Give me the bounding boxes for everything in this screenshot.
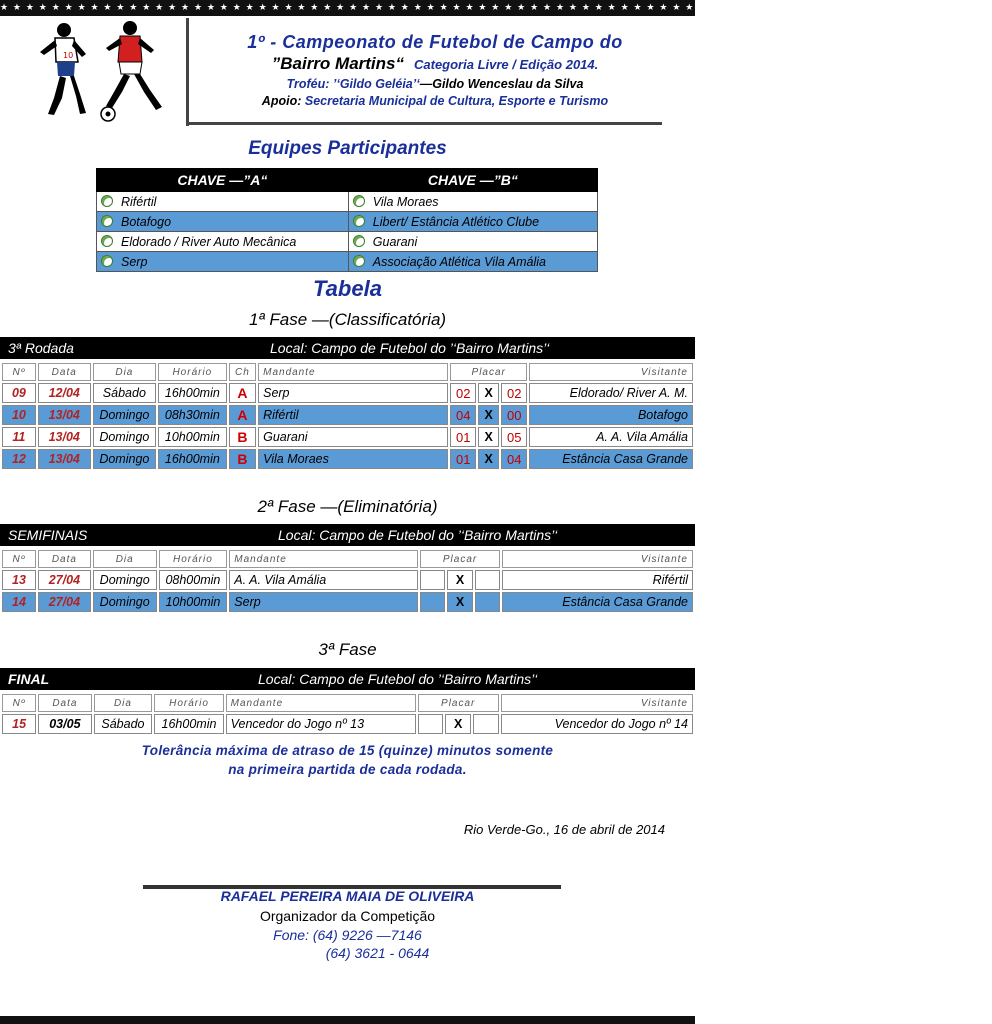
game-date: 13/04 <box>38 427 91 447</box>
organizer-phone1: Fone: (64) 9226 —7146 <box>273 927 422 943</box>
game-group: A <box>229 383 256 403</box>
phase1-title: 1ª Fase —(Classificatória) <box>248 310 447 329</box>
team-cell <box>97 192 349 212</box>
round3-location: Local: Campo de Futebol do ’‘Bairro Martins’‘ <box>270 340 550 356</box>
game-day: Domingo <box>93 427 156 447</box>
team-cell <box>97 212 349 232</box>
trophy-label: Troféu: <box>286 77 330 91</box>
star-border-top: ★ ★ ★ ★ ★ ★ ★ ★ ★ ★ ★ ★ ★ ★ ★ ★ ★ ★ ★ ★ ★ ★ ★ ★ ★ ★ ★ ★ ★ ★ ★ ★ ★ ★ ★ ★ ★ ★ ★ ★ ★ ★ ★ ★ ★ ★ ★ ★ ★ ★ ★ ★ ★ ★ ★ ★ ★ ★ ★ ★ ★ ★ ★ ★ ★ ★ ★ ★ ★ ★ ★ ★ ★ ★ ★ ★ ★ <box>0 0 695 16</box>
game-time: 10h00min <box>159 592 228 612</box>
game-row <box>2 592 693 612</box>
final-bar <box>0 668 695 690</box>
team-cell <box>348 252 597 272</box>
game-date: 27/04 <box>38 570 91 590</box>
support-label: Apoio: <box>261 94 302 108</box>
soccer-ball-icon <box>353 255 365 267</box>
group-b-header: CHAVE —”B“ <box>348 169 597 192</box>
team-name: Libert/ Estância Atlético Clube <box>372 214 540 229</box>
organizer-phone2: (64) 3621 - 0644 <box>325 945 430 961</box>
game-time: 08h00min <box>159 570 228 590</box>
game-date: 13/04 <box>38 405 91 425</box>
soccer-ball-icon <box>353 215 365 227</box>
semifinals-table <box>0 548 695 614</box>
semifinals-label: SEMIFINAIS <box>8 527 88 543</box>
col-away: Visitante <box>502 550 693 568</box>
game-score-away: 00 <box>501 405 527 425</box>
game-score-away <box>475 592 500 612</box>
team-row <box>97 192 598 212</box>
game-day: Domingo <box>93 570 157 590</box>
support-line <box>190 94 680 108</box>
tolerance-line2: na primeira partida de cada rodada. <box>228 762 467 777</box>
game-group: B <box>229 449 256 469</box>
team-row <box>97 212 598 232</box>
game-num: 09 <box>2 383 36 403</box>
col-num: Nº <box>2 363 36 381</box>
col-day: Dia <box>94 694 153 712</box>
tolerance-note <box>0 741 695 779</box>
game-home: Rifértil <box>258 405 448 425</box>
title-line1: 1º - Campeonato de Futebol de Campo do <box>247 32 623 52</box>
col-score: Placar <box>450 363 527 381</box>
game-group: B <box>229 427 256 447</box>
final-table <box>0 692 695 736</box>
game-row <box>2 427 693 447</box>
game-score-away: 05 <box>501 427 527 447</box>
game-num: 13 <box>2 570 36 590</box>
tolerance-line1: Tolerância máxima de atraso de 15 (quinze) minutos somente <box>141 743 554 758</box>
game-score-home <box>420 592 445 612</box>
game-away: Eldorado/ River A. M. <box>529 383 693 403</box>
game-home: Serp <box>258 383 448 403</box>
soccer-players-logo <box>22 18 182 124</box>
title-line2 <box>190 54 680 74</box>
col-time: Horário <box>158 363 227 381</box>
game-num: 11 <box>2 427 36 447</box>
game-home: A. A. Vila Amália <box>229 570 418 590</box>
header <box>0 16 695 128</box>
game-num: 14 <box>2 592 36 612</box>
semifinals-bar <box>0 524 695 546</box>
game-row <box>2 383 693 403</box>
round3-label: 3ª Rodada <box>8 340 74 356</box>
game-home: Guarani <box>258 427 448 447</box>
game-time: 16h00min <box>154 714 223 734</box>
game-row <box>2 405 693 425</box>
final-location: Local: Campo de Futebol do ’‘Bairro Martins’‘ <box>258 671 538 687</box>
place-date: Rio Verde-Go., 16 de abril de 2014 <box>463 822 665 837</box>
game-score-home: 01 <box>450 449 476 469</box>
game-x: X <box>478 405 499 425</box>
game-score-away <box>475 570 500 590</box>
game-x: X <box>447 592 472 612</box>
game-score-home: 04 <box>450 405 476 425</box>
team-name: Guarani <box>372 234 418 249</box>
col-time: Horário <box>159 550 228 568</box>
col-away: Visitante <box>501 694 693 712</box>
round3-bar <box>0 337 695 359</box>
trophy-full-name: —Gildo Wenceslau da Silva <box>419 77 584 91</box>
game-num: 10 <box>2 405 36 425</box>
soccer-ball-icon <box>101 195 113 207</box>
col-num: Nº <box>2 694 36 712</box>
game-x: X <box>478 383 499 403</box>
game-away: Vencedor do Jogo nº 14 <box>501 714 693 734</box>
col-score: Placar <box>418 694 499 712</box>
game-date: 03/05 <box>38 714 91 734</box>
col-date: Data <box>38 550 91 568</box>
group-a-header: CHAVE —”A“ <box>97 169 349 192</box>
support-name: Secretaria Municipal de Cultura, Esporte e Turismo <box>304 94 609 108</box>
col-num: Nº <box>2 550 36 568</box>
game-day: Sábado <box>93 383 156 403</box>
team-name: Associação Atlética Vila Amália <box>372 254 547 269</box>
soccer-ball-icon <box>101 215 113 227</box>
game-num: 15 <box>2 714 36 734</box>
game-score-home <box>418 714 444 734</box>
trophy-line <box>190 77 680 91</box>
game-row <box>2 714 693 734</box>
game-date: 13/04 <box>38 449 91 469</box>
team-row <box>97 232 598 252</box>
col-home: Mandante <box>258 363 448 381</box>
game-day: Domingo <box>93 592 157 612</box>
header-divider-horizontal <box>186 122 662 125</box>
game-x: X <box>478 427 499 447</box>
game-away: Estância Casa Grande <box>529 449 693 469</box>
col-score: Placar <box>420 550 500 568</box>
game-date: 27/04 <box>38 592 91 612</box>
category: Categoria Livre / Edição 2014. <box>414 57 599 72</box>
team-cell <box>348 192 597 212</box>
game-x: X <box>447 570 472 590</box>
game-score-away <box>473 714 499 734</box>
semifinals-location: Local: Campo de Futebol do ’‘Bairro Martins’‘ <box>278 527 558 543</box>
col-home: Mandante <box>229 550 418 568</box>
soccer-ball-icon <box>101 255 113 267</box>
col-home: Mandante <box>226 694 416 712</box>
game-x: X <box>478 449 499 469</box>
game-score-home <box>420 570 445 590</box>
soccer-ball-icon <box>353 195 365 207</box>
team-cell <box>97 232 349 252</box>
game-score-away: 02 <box>501 383 527 403</box>
game-row <box>2 570 693 590</box>
soccer-ball-icon <box>353 235 365 247</box>
game-group: A <box>229 405 256 425</box>
game-time: 16h00min <box>158 449 227 469</box>
col-ch: Ch <box>229 363 256 381</box>
game-score-home: 02 <box>450 383 476 403</box>
game-away: Estância Casa Grande <box>502 592 693 612</box>
col-away: Visitante <box>529 363 693 381</box>
game-away: Rifértil <box>502 570 693 590</box>
col-time: Horário <box>154 694 223 712</box>
game-num: 12 <box>2 449 36 469</box>
team-name: Vila Moraes <box>372 194 439 209</box>
game-time: 16h00min <box>158 383 227 403</box>
soccer-ball-icon <box>101 235 113 247</box>
game-day: Domingo <box>93 405 156 425</box>
col-date: Data <box>38 363 91 381</box>
team-name: Serp <box>121 254 148 269</box>
game-row <box>2 449 693 469</box>
team-name: Eldorado / River Auto Mecânica <box>121 234 297 249</box>
tabela-title: Tabela <box>313 276 382 301</box>
phase3-title: 3ª Fase <box>318 640 377 659</box>
round3-table <box>0 361 695 471</box>
neighborhood-name: ”Bairro Martins“ <box>271 54 404 73</box>
team-cell <box>97 252 349 272</box>
game-date: 12/04 <box>38 383 91 403</box>
teams-table <box>96 168 598 272</box>
title-block <box>190 32 680 108</box>
game-away: Botafogo <box>529 405 693 425</box>
col-date: Data <box>38 694 91 712</box>
game-home: Serp <box>229 592 418 612</box>
game-x: X <box>445 714 471 734</box>
game-time: 08h30min <box>158 405 227 425</box>
col-day: Dia <box>93 363 156 381</box>
game-time: 10h00min <box>158 427 227 447</box>
game-day: Sábado <box>94 714 153 734</box>
svg-text:10: 10 <box>63 51 74 60</box>
col-day: Dia <box>93 550 157 568</box>
team-name: Rifértil <box>121 194 157 209</box>
organizer-name: RAFAEL PEREIRA MAIA DE OLIVEIRA <box>220 888 475 904</box>
game-home: Vila Moraes <box>258 449 448 469</box>
teams-title: Equipes Participantes <box>248 138 447 159</box>
game-score-home: 01 <box>450 427 476 447</box>
game-home: Vencedor do Jogo nº 13 <box>226 714 416 734</box>
game-day: Domingo <box>93 449 156 469</box>
team-cell <box>348 232 597 252</box>
organizer-role: Organizador da Competição <box>259 908 436 924</box>
game-score-away: 04 <box>501 449 527 469</box>
star-border-bottom <box>0 1016 695 1024</box>
final-label: FINAL <box>8 671 50 687</box>
header-divider-vertical <box>186 18 189 126</box>
team-cell <box>348 212 597 232</box>
team-name: Botafogo <box>121 214 172 229</box>
game-away: A. A. Vila Amália <box>529 427 693 447</box>
phase2-title: 2ª Fase —(Eliminatória) <box>257 497 438 516</box>
team-row <box>97 252 598 272</box>
trophy-name: ’‘Gildo Geléia’‘ <box>332 77 420 91</box>
